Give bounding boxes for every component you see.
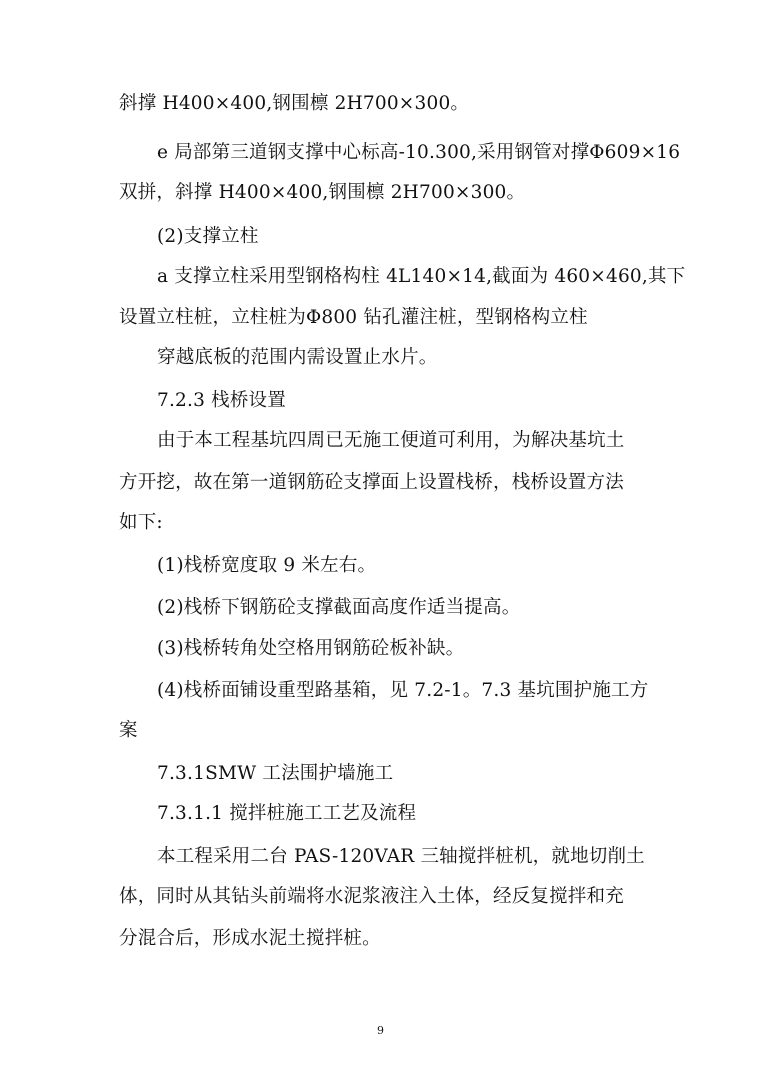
- text-line-19: 本工程采用二台 PAS-120VAR 三轴搅拌桩机，就地切削土: [157, 846, 645, 867]
- text-line-17: 7.3.1SMW 工法围护墙施工: [157, 763, 394, 784]
- text-line-13: (2)栈桥下钢筋砼支撑截面高度作适当提高。: [157, 597, 521, 618]
- text-line-16: 案: [119, 720, 138, 741]
- text-line-10: 方开挖，故在第一道钢筋砼支撑面上设置栈桥，栈桥设置方法: [119, 472, 624, 493]
- text-line-6: 设置立柱桩，立柱桩为Φ800 钻孔灌注桩，型钢格构立柱: [119, 307, 588, 328]
- page-number: 9: [377, 1024, 384, 1037]
- text-line-9: 由于本工程基坑四周已无施工便道可利用，为解决基坑土: [157, 430, 625, 451]
- text-line-3: 双拼，斜撑 H400×400,钢围檩 2H700×300。: [119, 182, 526, 203]
- text-line-18: 7.3.1.1 搅拌桩施工工艺及流程: [157, 803, 417, 824]
- text-line-5: a 支撑立柱采用型钢格构柱 4L140×14,截面为 460×460,其下: [157, 266, 686, 287]
- text-line-4: (2)支撑立柱: [157, 226, 259, 247]
- text-line-2: e 局部第三道钢支撑中心标高-10.300,采用钢管对撑Φ609×16: [157, 142, 681, 163]
- text-line-1: 斜撑 H400×400,钢围檩 2H700×300。: [119, 93, 470, 114]
- text-line-21: 分混合后，形成水泥土搅拌桩。: [119, 928, 381, 949]
- text-line-11: 如下:: [119, 512, 163, 533]
- text-line-14: (3)栈桥转角处空格用钢筋砼板补缺。: [157, 638, 465, 659]
- text-line-12: (1)栈桥宽度取 9 米左右。: [157, 555, 377, 576]
- text-line-20: 体，同时从其钻头前端将水泥浆液注入土体，经反复搅拌和充: [119, 886, 624, 907]
- text-line-8: 7.2.3 栈桥设置: [157, 390, 286, 411]
- text-line-7: 穿越底板的范围内需设置止水片。: [157, 347, 438, 368]
- text-line-15: (4)栈桥面铺设重型路基箱，见 7.2-1。7.3 基坑围护施工方: [157, 680, 649, 701]
